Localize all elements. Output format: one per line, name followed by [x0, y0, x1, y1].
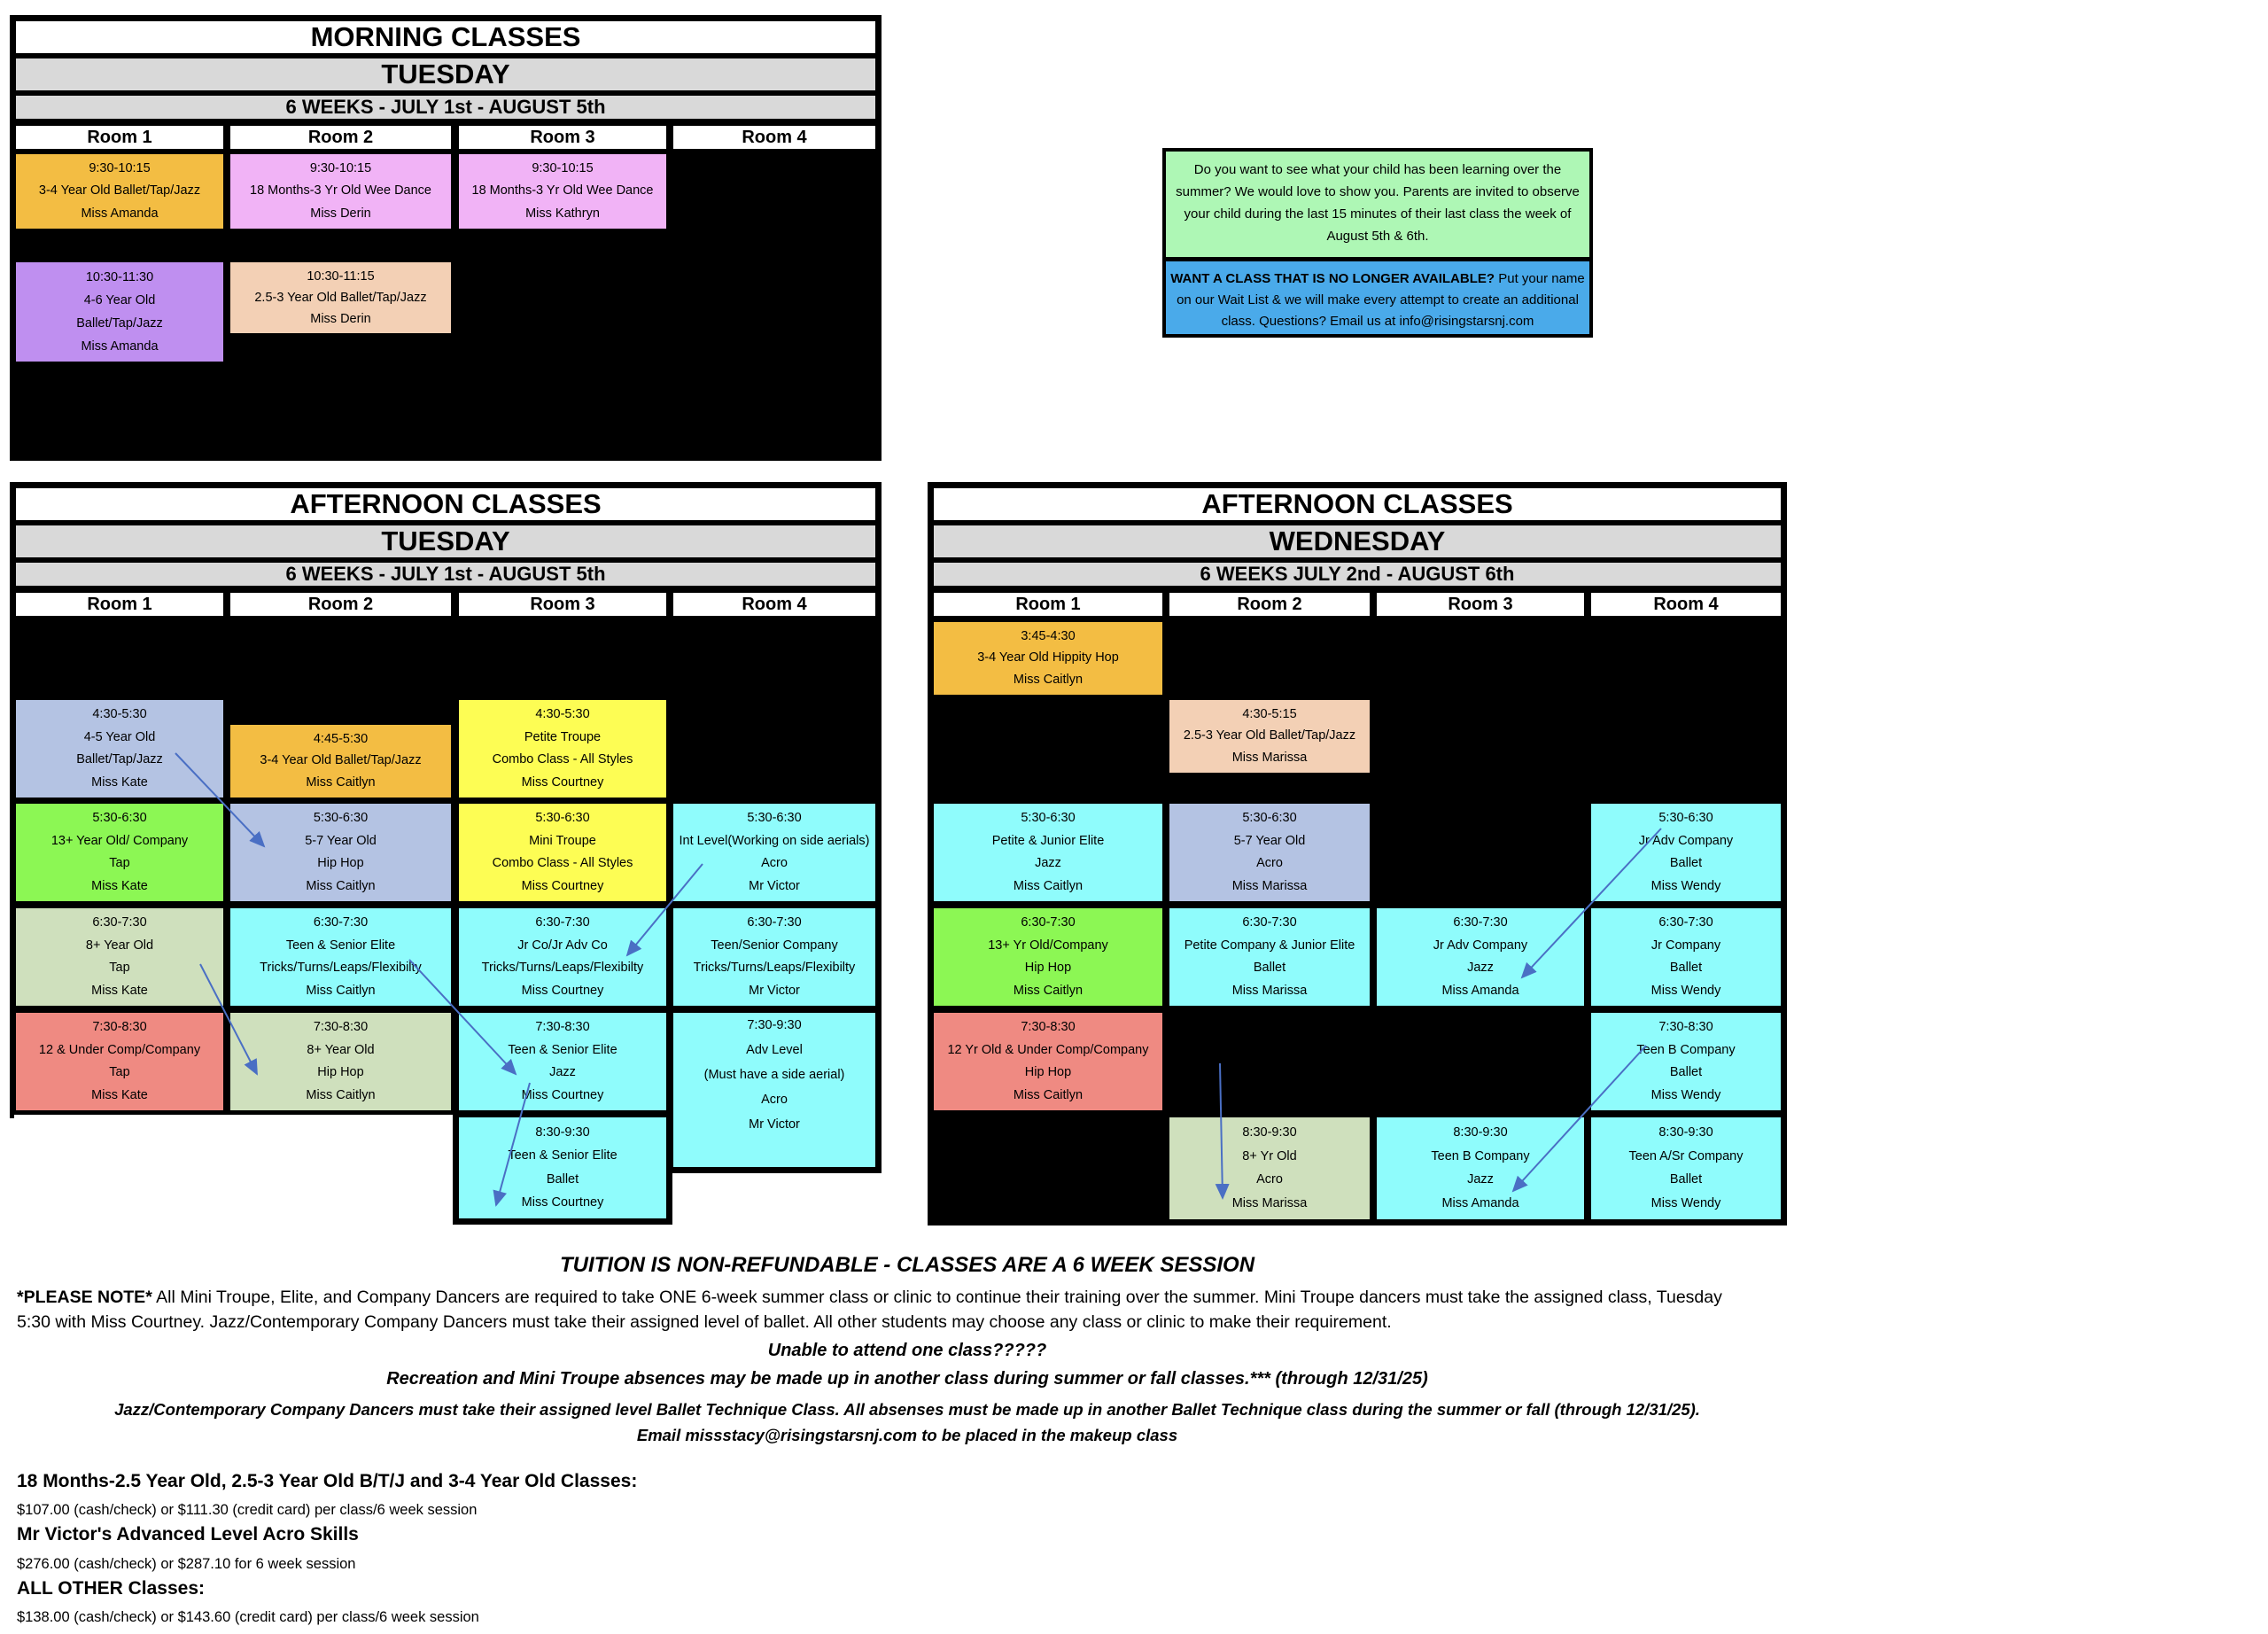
- class-name: Teen A/Sr Company: [1628, 1148, 1744, 1163]
- wednesday-pm-day: WEDNESDAY: [932, 524, 1783, 559]
- class-time: 4:30-5:30: [92, 707, 147, 722]
- class-style: Tricks/Turns/Leaps/Flexibilty: [481, 961, 644, 976]
- class-teacher: Miss Caitlyn: [1013, 1087, 1084, 1102]
- class-time: 7:30-8:30: [1658, 1020, 1713, 1035]
- class-teacher: Miss Wendy: [1651, 1087, 1721, 1102]
- class-teacher: Miss Courtney: [521, 983, 604, 998]
- class-time: 5:30-6:30: [1242, 811, 1297, 826]
- class-teacher: Miss Caitlyn: [1013, 673, 1084, 688]
- class-name: Int Level(Working on side aerials): [679, 833, 870, 848]
- arrow: [1220, 1063, 1223, 1198]
- class-teacher: Miss Wendy: [1651, 878, 1721, 893]
- class-time: 4:30-5:15: [1242, 706, 1297, 721]
- email-note: Email missstacy@risingstarsnj.com to be placed in the makeup class: [636, 1426, 1178, 1444]
- class-style: Tap: [109, 856, 130, 871]
- class-teacher: Miss Marissa: [1231, 1196, 1308, 1211]
- class-teacher: Miss Caitlyn: [306, 878, 376, 893]
- class-name: 8+ Year Old: [85, 938, 154, 953]
- tuesday-pm-title: AFTERNOON CLASSES: [14, 486, 877, 522]
- class-style: Combo Class - All Styles: [492, 856, 633, 871]
- class-time: 8:30-9:30: [1242, 1124, 1297, 1140]
- morning-room-2: Room 2: [229, 124, 453, 151]
- arrow: [200, 964, 257, 1074]
- class-name: 4-5 Year Old: [83, 729, 156, 744]
- class-name: Petite Troupe: [524, 729, 602, 744]
- wednesday-pm-title: AFTERNOON CLASSES: [932, 486, 1783, 522]
- class-name: 3-4 Year Old Hippity Hop: [977, 650, 1119, 665]
- class-time: 6:30-7:30: [535, 915, 590, 930]
- class-teacher: Miss Derin: [310, 206, 371, 221]
- class-style: Ballet: [546, 1171, 579, 1187]
- class-style: Tricks/Turns/Leaps/Flexibilty: [693, 961, 856, 976]
- class-teacher: Miss Kate: [91, 774, 148, 790]
- arrow: [175, 753, 264, 846]
- class-teacher: Miss Kate: [91, 1087, 148, 1102]
- class-time: 6:30-7:30: [92, 915, 147, 930]
- class-name: 18 Months-3 Yr Old Wee Dance: [471, 183, 654, 198]
- class-time: 3:45-4:30: [1021, 628, 1076, 643]
- class-style: Ballet: [1669, 1172, 1703, 1187]
- morning-room-4: Room 4: [672, 124, 877, 151]
- class-style: Acro: [761, 1093, 788, 1107]
- morning-room-3: Room 3: [457, 124, 668, 151]
- class-name: Teen & Senior Elite: [285, 938, 396, 953]
- pricing-heading: 18 Months-2.5 Year Old, 2.5-3 Year Old B/T/J and 3-4 Year Old Classes:: [17, 1471, 638, 1491]
- class-style: Combo Class - All Styles: [492, 752, 633, 767]
- class-time: 5:30-6:30: [1021, 811, 1076, 826]
- class-teacher: Miss Marissa: [1231, 983, 1308, 998]
- class-time: 8:30-9:30: [535, 1124, 590, 1140]
- class-name: 13+ Year Old/ Company: [50, 833, 189, 848]
- class-time: 7:30-8:30: [1021, 1020, 1076, 1035]
- policy-note-line2: 5:30 with Miss Courtney. Jazz/Contemporary Company Dancers must take their assigned level of ballet. All other students may choose any class or clinic to make their requirement.: [17, 1312, 1392, 1332]
- wednesday-pm-weeks: 6 WEEKS JULY 2nd - AUGUST 6th: [932, 561, 1783, 587]
- class-time: 6:30-7:30: [1658, 915, 1713, 930]
- class-time: 5:30-6:30: [747, 811, 802, 826]
- pricing-heading: ALL OTHER Classes:: [17, 1578, 205, 1599]
- waitlist-heading: WANT A CLASS THAT IS NO LONGER AVAILABLE?: [1170, 271, 1495, 286]
- class-name: 8+ Year Old: [307, 1042, 375, 1057]
- arrow: [627, 864, 703, 955]
- class-teacher: Mr Victor: [749, 1117, 800, 1132]
- class-name: Jr Adv Company: [1433, 938, 1528, 953]
- class-time: 9:30-10:15: [532, 161, 594, 176]
- class-time: 7:30-8:30: [313, 1020, 369, 1035]
- class-teacher: Miss Kate: [91, 983, 148, 998]
- class-style: (Must have a side aerial): [703, 1068, 845, 1082]
- class-time: 6:30-7:30: [313, 915, 369, 930]
- class-name: Teen & Senior Elite: [508, 1148, 617, 1163]
- class-teacher: Miss Amanda: [81, 206, 159, 221]
- class-time: 7:30-8:30: [535, 1020, 590, 1035]
- class-time: 10:30-11:30: [85, 269, 154, 284]
- class-name: 3-4 Year Old Ballet/Tap/Jazz: [38, 183, 201, 198]
- class-name: 3-4 Year Old Ballet/Tap/Jazz: [260, 753, 422, 768]
- class-teacher: Miss Caitlyn: [306, 983, 376, 998]
- arrow: [496, 1083, 530, 1205]
- showcase-text: Do you want to see what your child has been learning over the summer? We would love to show you. Parents are invited to observe your child during the last 15 minutes of their last class the week of August 5th & 6th.: [1176, 162, 1580, 244]
- class-style: Acro: [761, 856, 788, 871]
- tuition-heading: TUITION IS NON-REFUNDABLE - CLASSES ARE A 6 WEEK SESSION: [559, 1253, 1255, 1277]
- tuesday-pm-room-4: Room 4: [672, 591, 877, 618]
- wednesday-pm-room-4: Room 4: [1589, 591, 1783, 618]
- class-time: 6:30-7:30: [747, 915, 802, 930]
- class-teacher: Mr Victor: [749, 983, 800, 998]
- class-name: Teen B Company: [1431, 1148, 1530, 1163]
- class-name: Teen & Senior Elite: [508, 1042, 617, 1057]
- wednesday-pm-room-2: Room 2: [1168, 591, 1371, 618]
- class-teacher: Miss Courtney: [521, 1087, 604, 1102]
- class-teacher: Miss Courtney: [521, 878, 604, 893]
- waitlist-text: Put your name on our Wait List & we will make every attempt to create an additional class. Questions? Email us at info@risingstarsnj.com: [1177, 271, 1585, 329]
- morning-room-1: Room 1: [14, 124, 225, 151]
- class-name: 18 Months-3 Yr Old Wee Dance: [250, 183, 431, 198]
- class-time: 10:30-11:15: [307, 268, 375, 284]
- class-style: Acro: [1256, 1172, 1283, 1187]
- class-style: Jazz: [549, 1065, 576, 1080]
- class-teacher: Miss Amanda: [1441, 983, 1519, 998]
- class-time: 4:45-5:30: [313, 731, 369, 746]
- recreation-note: Recreation and Mini Troupe absences may be made up in another class during summer or fall classes.*** (through 12/31/25): [386, 1369, 1428, 1389]
- class-teacher: Miss Amanda: [81, 338, 159, 354]
- class-style: Jazz: [1467, 1172, 1494, 1187]
- class-name: 2.5-3 Year Old Ballet/Tap/Jazz: [1183, 728, 1356, 743]
- tuesday-pm-day: TUESDAY: [14, 524, 877, 559]
- morning-weeks: 6 WEEKS - JULY 1st - AUGUST 5th: [14, 94, 877, 121]
- class-teacher: Miss Caitlyn: [1013, 983, 1084, 998]
- class-style: Jazz: [1035, 856, 1061, 871]
- class-time: 9:30-10:15: [89, 161, 151, 176]
- class-name: 13+ Yr Old/Company: [988, 938, 1108, 953]
- class-name: 2.5-3 Year Old Ballet/Tap/Jazz: [254, 290, 427, 305]
- tuesday-pm-weeks: 6 WEEKS - JULY 1st - AUGUST 5th: [14, 561, 877, 587]
- class-style: Ballet/Tap/Jazz: [76, 315, 163, 331]
- class-style: Ballet: [1669, 856, 1703, 871]
- class-name: Petite & Junior Elite: [991, 833, 1105, 848]
- class-style: Ballet: [1253, 961, 1286, 976]
- wednesday-pm-room-3: Room 3: [1375, 591, 1586, 618]
- class-time: 7:30-8:30: [92, 1020, 147, 1035]
- class-time: 7:30-9:30: [747, 1018, 802, 1032]
- class-teacher: Miss Kathryn: [525, 206, 600, 221]
- class-time: 4:30-5:30: [535, 707, 590, 722]
- class-style: Hip Hop: [317, 856, 364, 871]
- class-name: Teen B Company: [1636, 1042, 1736, 1057]
- class-style: Hip Hop: [1024, 961, 1072, 976]
- pricing-heading: Mr Victor's Advanced Level Acro Skills: [17, 1524, 359, 1545]
- class-time: 6:30-7:30: [1242, 915, 1297, 930]
- class-teacher: Miss Wendy: [1651, 1196, 1721, 1211]
- class-name: Teen/Senior Company: [711, 938, 838, 953]
- class-name: Mini Troupe: [529, 833, 596, 848]
- class-style: Hip Hop: [1024, 1065, 1072, 1080]
- class-name: 4-6 Year Old: [83, 292, 156, 307]
- class-style: Tap: [109, 1065, 130, 1080]
- pricing-price: $276.00 (cash/check) or $287.10 for 6 week session: [17, 1556, 356, 1572]
- pricing-price: $138.00 (cash/check) or $143.60 (credit card) per class/6 week session: [17, 1609, 479, 1625]
- unable-heading: Unable to attend one class?????: [767, 1341, 1047, 1360]
- class-teacher: Miss Caitlyn: [306, 775, 376, 790]
- class-name: 5-7 Year Old: [1233, 833, 1306, 848]
- wednesday-pm-room-1: Room 1: [932, 591, 1164, 618]
- class-style: Acro: [1256, 856, 1283, 871]
- policy-note-text: All Mini Troupe, Elite, and Company Dancers are required to take ONE 6-week summer class or clinic to continue their training over the summer. Mini Troupe dancers must take the assigned class, Tuesday: [151, 1288, 1722, 1307]
- class-name: Jr Co/Jr Adv Co: [517, 938, 608, 953]
- class-teacher: Miss Caitlyn: [1013, 878, 1084, 893]
- company-note: Jazz/Contemporary Company Dancers must take their assigned level Ballet Technique Class. All absenses must be made up in another Ballet Technique class during the summer or fall (through 12/31/25).: [114, 1400, 1700, 1419]
- class-time: 5:30-6:30: [313, 811, 369, 826]
- class-teacher: Miss Wendy: [1651, 983, 1721, 998]
- class-style: Tap: [109, 961, 130, 976]
- class-time: 9:30-10:15: [309, 161, 372, 176]
- class-teacher: Miss Caitlyn: [306, 1087, 376, 1102]
- class-style: Ballet: [1669, 1065, 1703, 1080]
- arrow: [1522, 829, 1661, 977]
- policy-note-label: *PLEASE NOTE*: [17, 1288, 152, 1307]
- class-style: Ballet/Tap/Jazz: [76, 752, 163, 767]
- class-name: Jr Company: [1651, 938, 1721, 953]
- arrow: [1513, 1046, 1646, 1191]
- class-name: 12 & Under Comp/Company: [38, 1042, 201, 1057]
- class-style: Jazz: [1467, 961, 1494, 976]
- class-teacher: Miss Courtney: [521, 774, 604, 790]
- class-time: 8:30-9:30: [1658, 1124, 1713, 1140]
- class-name: Adv Level: [746, 1043, 803, 1057]
- tuesday-pm-room-3: Room 3: [457, 591, 668, 618]
- tuesday-pm-room-2: Room 2: [229, 591, 453, 618]
- morning-day: TUESDAY: [14, 57, 877, 92]
- class-name: Petite Company & Junior Elite: [1184, 938, 1355, 953]
- class-teacher: Miss Amanda: [1441, 1196, 1519, 1211]
- class-teacher: Miss Courtney: [521, 1195, 604, 1210]
- class-name: Jr Adv Company: [1638, 833, 1734, 848]
- class-teacher: Mr Victor: [749, 878, 800, 893]
- tuesday-pm-room-1: Room 1: [14, 591, 225, 618]
- class-teacher: Miss Derin: [310, 311, 371, 326]
- class-teacher: Miss Marissa: [1231, 751, 1308, 766]
- class-time: 6:30-7:30: [1021, 915, 1076, 930]
- class-name: 8+ Yr Old: [1242, 1148, 1297, 1163]
- class-time: 5:30-6:30: [1658, 811, 1713, 826]
- class-style: Ballet: [1669, 961, 1703, 976]
- class-name: 12 Yr Old & Under Comp/Company: [947, 1042, 1149, 1057]
- class-teacher: Miss Marissa: [1231, 878, 1308, 893]
- class-time: 8:30-9:30: [1453, 1124, 1508, 1140]
- class-time: 6:30-7:30: [1453, 915, 1508, 930]
- class-name: 5-7 Year Old: [305, 833, 377, 848]
- pricing-price: $107.00 (cash/check) or $111.30 (credit card) per class/6 week session: [17, 1502, 478, 1518]
- arrow: [409, 960, 516, 1074]
- class-style: Tricks/Turns/Leaps/Flexibilty: [260, 961, 422, 976]
- class-time: 5:30-6:30: [535, 811, 590, 826]
- morning-title: MORNING CLASSES: [14, 19, 877, 55]
- class-style: Hip Hop: [317, 1065, 364, 1080]
- class-time: 5:30-6:30: [92, 811, 147, 826]
- policy-note-line1: [17, 1288, 1722, 1308]
- class-teacher: Miss Kate: [91, 878, 148, 893]
